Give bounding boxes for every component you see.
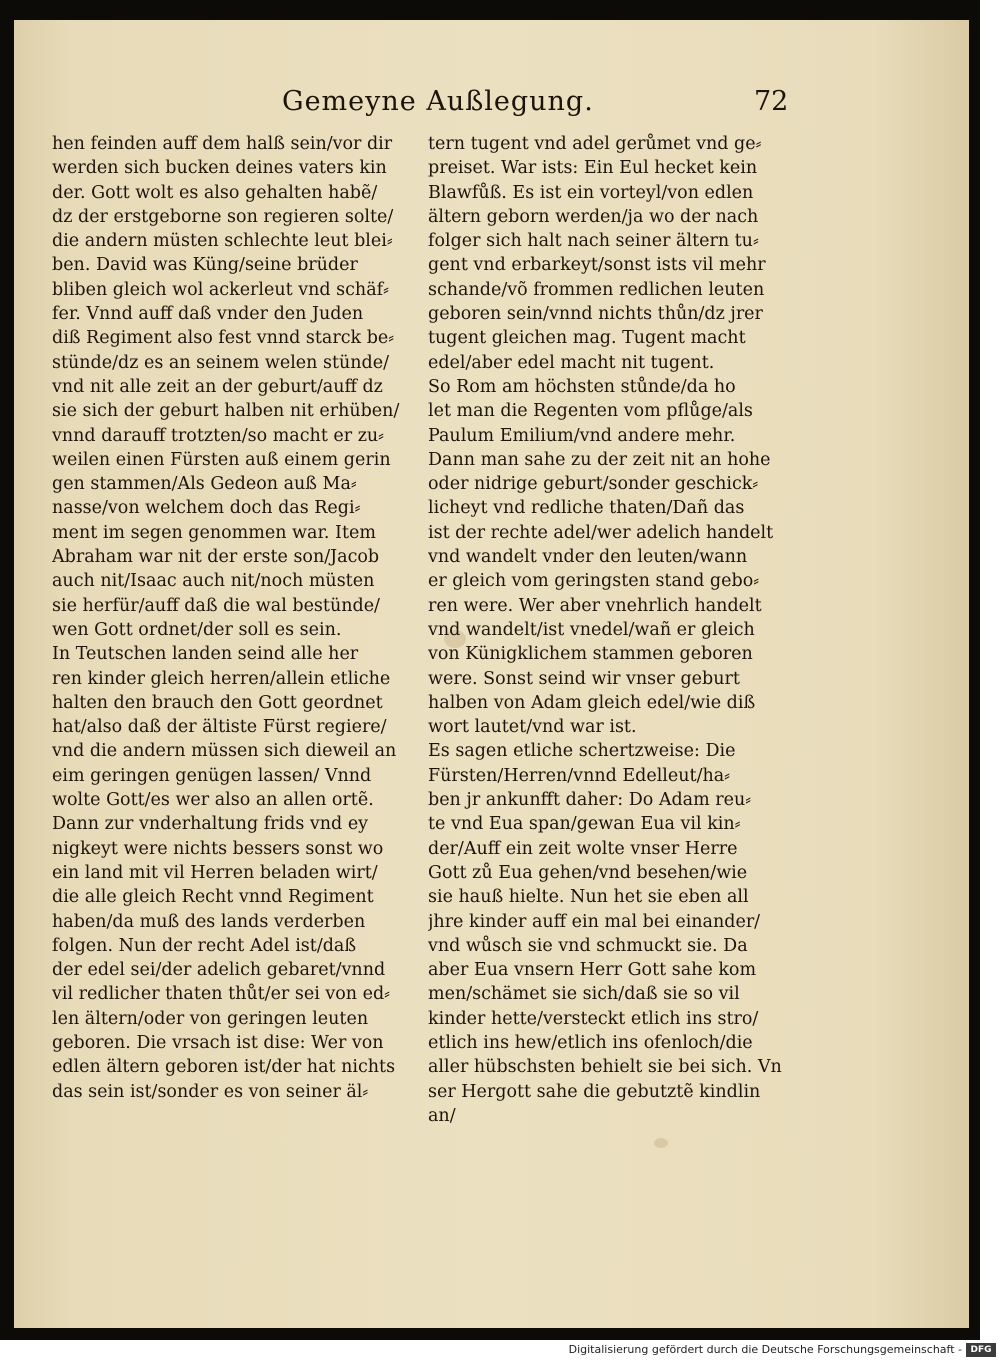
text-line: te vnd Eua span/gewan Eua vil kin⸗ xyxy=(428,814,741,835)
left-text-column xyxy=(52,132,412,1104)
text-line: nigkeyt were nichts bessers sonst wo xyxy=(52,838,384,859)
text-line: ältern geborn werden/ja wo der nach xyxy=(428,206,759,227)
text-line: stünde/dz es an seinem welen stünde/ xyxy=(52,352,390,373)
text-line: Abraham war nit der erste son/Jacob xyxy=(52,547,380,568)
text-line: preiset. War ists: Ein Eul hecket kein xyxy=(428,158,758,179)
text-line: fer. Vnnd auff daß vnder den Juden xyxy=(52,304,364,325)
text-line: dz der erstgeborne son regieren solte/ xyxy=(52,206,394,227)
text-line: die alle gleich Recht vnnd Regiment xyxy=(52,887,374,908)
text-line: werden sich bucken deines vaters kin xyxy=(52,158,387,179)
running-head: Gemeyne Außlegung. xyxy=(282,86,594,117)
text-line: tugent gleichen mag. Tugent macht xyxy=(428,328,746,349)
text-line: geboren sein/vnnd nichts thůn/dz jrer xyxy=(428,304,763,325)
text-line: len ältern/oder von geringen leuten xyxy=(52,1008,369,1029)
text-line: Blawfůß. Es ist ein vorteyl/von edlen xyxy=(428,182,754,203)
text-line: an/ xyxy=(428,1105,456,1126)
text-line: vnd die andern müssen sich dieweil an xyxy=(52,741,397,762)
text-line: weilen einen Fürsten auß einem gerin xyxy=(52,449,391,470)
text-line: er gleich vom geringsten stand gebo⸗ xyxy=(428,571,760,592)
text-line: Dann zur vnderhaltung frids vnd ey xyxy=(52,814,369,835)
page-header xyxy=(14,86,969,126)
text-line: men/schämet sie sich/daß sie so vil xyxy=(428,984,740,1005)
text-line: wen Gott ordnet/der soll es sein. xyxy=(52,619,342,640)
text-line: sie hauß hielte. Nun het sie eben all xyxy=(428,887,749,908)
text-line: wort lautet/vnd war ist. xyxy=(428,717,637,738)
dfg-logo: DFG xyxy=(966,1343,996,1357)
text-line: let man die Regenten vom pflůge/als xyxy=(428,401,753,422)
text-line: vnd wandelt vnder den leuten/wann xyxy=(428,547,748,568)
text-line: Fürsten/Herren/vnnd Edelleut/ha⸗ xyxy=(428,765,730,786)
text-line: Es sagen etliche schertzweise: Die xyxy=(428,741,736,762)
page-number: 72 xyxy=(754,86,789,117)
text-line: kinder hette/versteckt etlich ins stro/ xyxy=(428,1008,759,1029)
text-line: oder nidrige geburt/sonder geschick⸗ xyxy=(428,474,759,495)
text-line: bliben gleich wol ackerleut vnd schäf⸗ xyxy=(52,279,389,300)
text-line: haben/da muß des lands verderben xyxy=(52,911,366,932)
text-line: halten den brauch den Gott geordnet xyxy=(52,692,383,713)
text-line: licheyt vnd redliche thaten/Dañ das xyxy=(428,498,745,519)
text-line: diß Regiment also fest vnnd starck be⸗ xyxy=(52,328,395,349)
text-line: der. Gott wolt es also gehalten habẽ/ xyxy=(52,182,378,203)
text-line: geboren. Die vrsach ist dise: Wer von xyxy=(52,1032,384,1053)
text-line: gent vnd erbarkeyt/sonst ists vil mehr xyxy=(428,255,766,276)
text-line: der/Auff ein zeit wolte vnser Herre xyxy=(428,838,738,859)
text-line: etlich ins hew/etlich ins ofenloch/die xyxy=(428,1032,753,1053)
text-line: Paulum Emilium/vnd andere mehr. xyxy=(428,425,736,446)
text-line: edlen ältern geboren ist/der hat nichts xyxy=(52,1057,396,1078)
paper-stain xyxy=(654,1138,668,1148)
text-line: were. Sonst seind wir vnser geburt xyxy=(428,668,740,689)
text-line: vil redlicher thaten thůt/er sei von ed⸗ xyxy=(52,984,391,1005)
text-line: In Teutschen landen seind alle her xyxy=(52,644,359,665)
text-line: edel/aber edel macht nit tugent. xyxy=(428,352,715,373)
text-line: vnnd darauff trotzten/so macht er zu⸗ xyxy=(52,425,385,446)
right-text-column xyxy=(428,132,800,1128)
text-line: vnd wůsch sie vnd schmuckt sie. Da xyxy=(428,935,748,956)
text-line: halben von Adam gleich edel/wie diß xyxy=(428,692,756,713)
text-line: aller hübschsten behielt sie bei sich. Vn xyxy=(428,1057,782,1078)
text-line: ein land mit vil Herren beladen wirt/ xyxy=(52,862,378,883)
text-line: der edel sei/der adelich gebaret/vnnd xyxy=(52,960,386,981)
text-line: ser Hergott sahe die gebutztẽ kindlin xyxy=(428,1081,761,1102)
text-line: ren were. Wer aber vnehrlich handelt xyxy=(428,595,762,616)
text-line: sie sich der geburt halben nit erhüben/ xyxy=(52,401,400,422)
text-line: die andern müsten schlechte leut blei⸗ xyxy=(52,231,393,252)
text-line: ben jr ankunfft daher: Do Adam reu⸗ xyxy=(428,790,752,811)
text-line: vnd nit alle zeit an der geburt/auff dz xyxy=(52,376,383,397)
text-line: wolte Gott/es wer also an allen ortẽ. xyxy=(52,790,374,811)
text-line: das sein ist/sonder es von seiner äl⸗ xyxy=(52,1081,369,1102)
text-line: von Künigklichem stammen geboren xyxy=(428,644,753,665)
text-line: schande/võ frommen redlichen leuten xyxy=(428,279,765,300)
text-line: ment im segen genommen war. Item xyxy=(52,522,376,543)
text-line: So Rom am höchsten stůnde/da ho xyxy=(428,376,736,397)
text-line: hat/also daß der ältiste Fürst regiere/ xyxy=(52,717,387,738)
text-line: nasse/von welchem doch das Regi⸗ xyxy=(52,498,361,519)
text-line: auch nit/Isaac auch nit/noch müsten xyxy=(52,571,375,592)
text-line: ren kinder gleich herren/allein etliche xyxy=(52,668,391,689)
digitization-footer xyxy=(0,1340,1000,1361)
text-line: Dann man sahe zu der zeit nit an hohe xyxy=(428,449,771,470)
book-page xyxy=(14,20,969,1328)
text-line: folger sich halt nach seiner ältern tu⸗ xyxy=(428,231,759,252)
text-line: gen stammen/Als Gedeon auß Ma⸗ xyxy=(52,474,357,495)
text-line: aber Eua vnsern Herr Gott sahe kom xyxy=(428,960,757,981)
text-line: hen feinden auff dem halß sein/vor dir xyxy=(52,134,393,154)
funding-credit: Digitalisierung gefördert durch die Deutsche Forschungsgemeinschaft - xyxy=(568,1343,962,1356)
text-line: jhre kinder auff ein mal bei einander/ xyxy=(428,911,761,932)
text-line: folgen. Nun der recht Adel ist/daß xyxy=(52,935,357,956)
text-line: Gott zů Eua gehen/vnd besehen/wie xyxy=(428,862,748,883)
text-line: sie herfür/auff daß die wal bestünde/ xyxy=(52,595,380,616)
text-line: ben. David was Küng/seine brüder xyxy=(52,255,358,276)
text-line: ist der rechte adel/wer adelich handelt xyxy=(428,522,774,543)
text-line: eim geringen genügen lassen/ Vnnd xyxy=(52,765,372,786)
text-line: vnd wandelt/ist vnedel/wañ er gleich xyxy=(428,619,755,640)
text-line: tern tugent vnd adel gerůmet vnd ge⸗ xyxy=(428,134,762,154)
